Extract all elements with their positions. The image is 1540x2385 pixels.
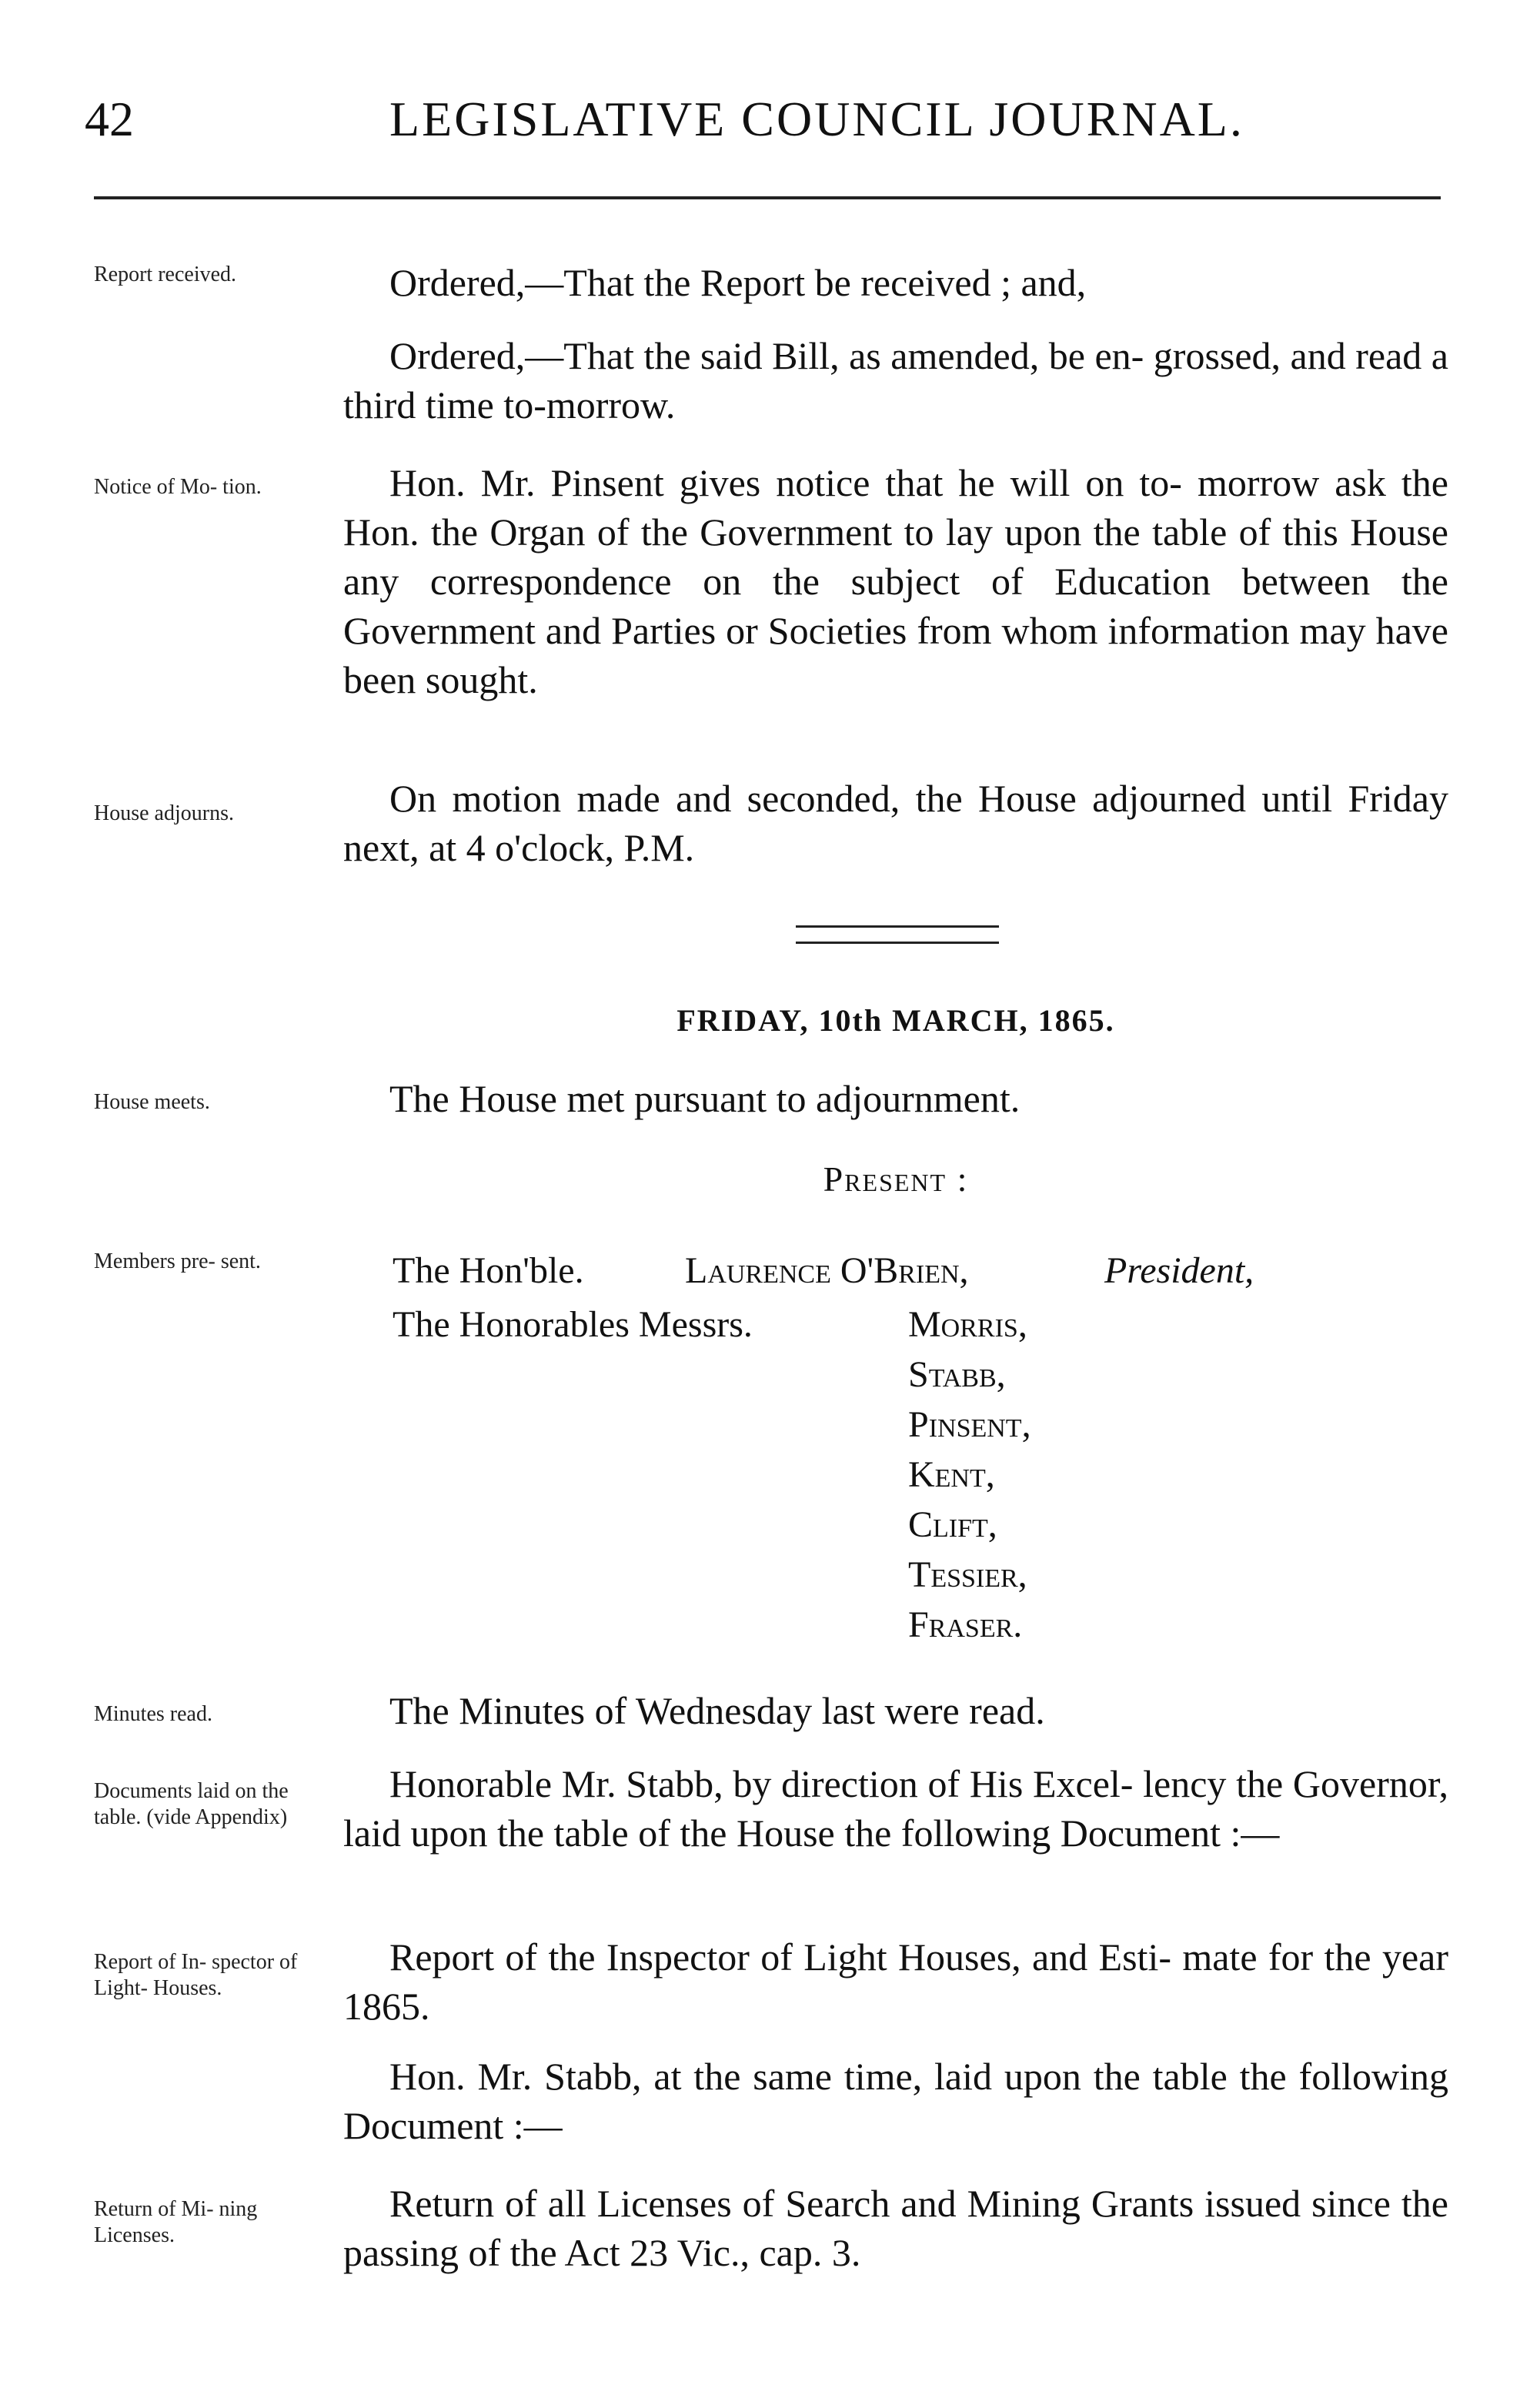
member-president-name: Laurence O'Brien,: [685, 1250, 969, 1291]
header-rule: [94, 196, 1441, 199]
margin-note-house-meets: House meets.: [94, 1090, 210, 1114]
paragraph-mining-licenses-return: Return of all Licenses of Search and Mining Grants issued since the passing of the Act 23 Vic., cap. 3.: [343, 2182, 1448, 2274]
paragraph-house-met: The House met pursuant to adjournment.: [389, 1077, 1021, 1120]
margin-note-members-present: Members pre- sent.: [94, 1249, 261, 1273]
date-heading: FRIDAY, 10th MARCH, 1865.: [676, 1003, 1115, 1038]
page-title: LEGISLATIVE COUNCIL JOURNAL.: [389, 92, 1244, 146]
member-others-prefix: The Honorables Messrs.: [393, 1304, 753, 1345]
member-name: Kent,: [908, 1454, 995, 1495]
member-name: Stabb,: [908, 1354, 1006, 1395]
paragraph-house-adjourned: On motion made and seconded, the House adjourned until Friday next, at 4 o'clock, P.M.: [343, 777, 1448, 869]
paragraph-notice-of-motion: Hon. Mr. Pinsent gives notice that he will on to- morrow ask the Hon. the Organ of the Government to lay upon the table of this House any correspondence on the subject of Education between the Government and Parties or Societies from whom information may have been sought.: [343, 461, 1448, 701]
member-name: Morris,: [908, 1304, 1027, 1345]
section-double-rule: [796, 925, 999, 944]
margin-note-light-houses: Report of In- spector of Light- Houses.: [94, 1950, 298, 2000]
page-number: 42: [85, 92, 134, 146]
paragraph-stabb-second-document: Hon. Mr. Stabb, at the same time, laid upon the table the following Document :—: [343, 2055, 1448, 2147]
paragraph-stabb-document: Honorable Mr. Stabb, by direction of His Excel- lency the Governor, laid upon the table of the House the following Document :—: [343, 1762, 1448, 1855]
member-name: Clift,: [908, 1504, 997, 1545]
margin-note-documents-laid: Documents laid on the table. (vide Appendix): [94, 1779, 289, 1829]
margin-note-minutes-read: Minutes read.: [94, 1702, 212, 1726]
member-president-title: President,: [1104, 1250, 1254, 1291]
paragraph-report-received: Ordered,—That the Report be received ; and,: [389, 261, 1087, 304]
margin-note-report-received: Report received.: [94, 263, 237, 286]
member-name: Tessier,: [908, 1554, 1027, 1595]
member-name: Fraser.: [908, 1604, 1023, 1645]
margin-note-mining-licenses: Return of Mi- ning Licenses.: [94, 2197, 258, 2247]
member-president-prefix: The Hon'ble.: [393, 1250, 584, 1291]
paragraph-minutes-read: The Minutes of Wednesday last were read.: [389, 1689, 1045, 1732]
present-heading: Present :: [823, 1159, 969, 1199]
member-name: Pinsent,: [908, 1404, 1031, 1445]
margin-note-notice-of-motion: Notice of Mo- tion.: [94, 475, 262, 499]
paragraph-bill-engrossed: Ordered,—That the said Bill, as amended, be en- grossed, and read a third time to-morrow.: [343, 334, 1448, 426]
paragraph-light-houses-report: Report of the Inspector of Light Houses, and Esti- mate for the year 1865.: [343, 1935, 1448, 2028]
margin-note-house-adjourns: House adjourns.: [94, 801, 234, 825]
